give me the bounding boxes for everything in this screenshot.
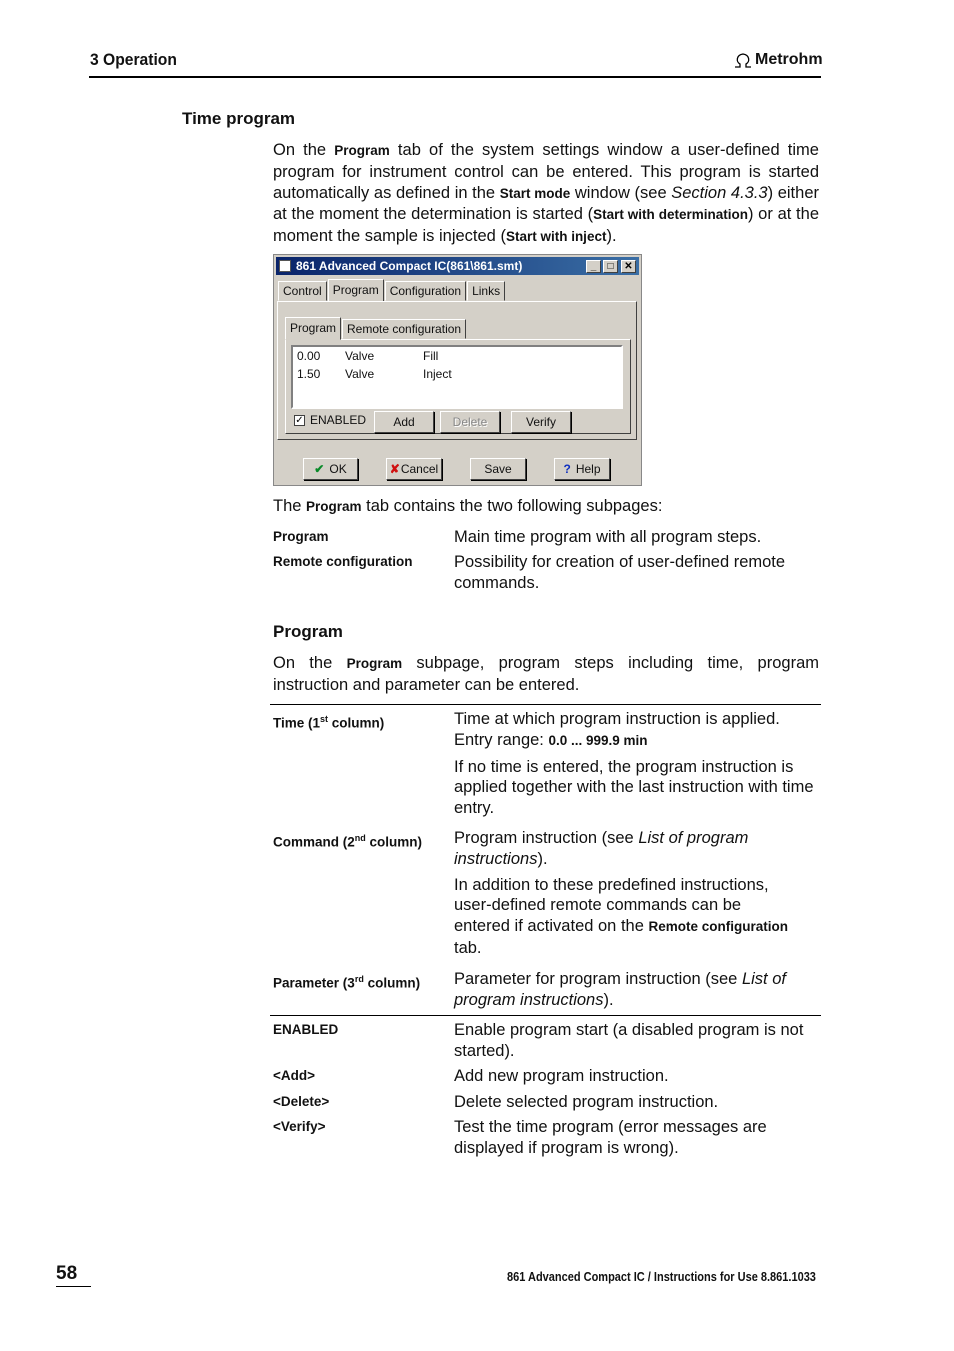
footer-text: 861 Advanced Compact IC / Instructions for Use 8.861.1033	[507, 1270, 816, 1284]
ui-term: Start with determination	[593, 207, 748, 223]
chapter-header: 3 Operation	[90, 50, 177, 69]
ui-term: Program	[346, 656, 403, 671]
column-desc	[454, 709, 821, 819]
column-desc	[454, 828, 794, 959]
sub-tabs	[285, 319, 467, 339]
checkmark-icon: ✔	[314, 462, 325, 476]
tab-control[interactable]: Control	[278, 281, 327, 301]
text-run: ).	[606, 227, 617, 246]
text-run: ) or at the moment the sample is injected (	[273, 205, 819, 246]
tab-intro	[273, 496, 662, 518]
text-run: The	[273, 497, 307, 515]
text-run: subpage, program steps including time, program instruction and parameter can be entered.	[273, 654, 819, 694]
ui-term: Program	[306, 499, 362, 514]
app-icon	[279, 260, 291, 272]
subpage-desc: Possibility for creation of user-defined remote commands.	[454, 553, 786, 592]
checkbox-checked-icon[interactable]: ✓	[295, 414, 304, 426]
brand-name: Metrohm	[755, 51, 823, 68]
desc-para	[454, 757, 821, 819]
program-title: Program	[273, 622, 343, 641]
text-run: window (see	[570, 183, 672, 202]
page-number: 58	[56, 1263, 78, 1284]
cancel-button[interactable]	[386, 458, 442, 480]
column-key: Command (2nd column)	[273, 833, 423, 850]
tab-program[interactable]: Program	[328, 279, 384, 302]
subpage-desc: Main time program with all program steps.	[454, 528, 762, 546]
text-run: If no time is entered, the program instruction is applied together with the last instruction with time entry.	[454, 757, 814, 818]
subpage-key: Remote configuration	[273, 554, 413, 569]
ui-term: Program	[334, 143, 390, 158]
text-run: tab contains the two following subpages:	[361, 497, 663, 515]
save-button[interactable]: Save	[470, 458, 526, 480]
subtab-program[interactable]: Program	[285, 317, 341, 340]
ok-button[interactable]	[303, 458, 358, 480]
control-key: <Delete>	[273, 1094, 330, 1109]
control-key: ENABLED	[273, 1022, 339, 1037]
control-desc: Delete selected program instruction.	[454, 1093, 719, 1111]
cross-reference: List of program instructions	[454, 829, 749, 868]
cancel-label: Cancel	[400, 462, 439, 476]
close-button[interactable]: ✕	[621, 260, 636, 273]
desc-para	[454, 828, 794, 870]
table-rule	[270, 1015, 821, 1016]
settings-dialog	[273, 254, 642, 486]
control-desc: Add new program instruction.	[454, 1067, 669, 1085]
ui-term: Remote configuration	[648, 919, 788, 935]
enabled-checkbox[interactable]	[294, 413, 366, 427]
dialog-titlebar	[276, 257, 639, 275]
control-key: <Add>	[273, 1068, 316, 1083]
text-run: On the	[273, 654, 347, 672]
page-number-rule	[56, 1286, 91, 1287]
step-parameter: Fill	[423, 349, 439, 363]
control-desc: Test the time program (error messages are displayed if program is wrong).	[454, 1118, 767, 1157]
minimize-button[interactable]: _	[586, 260, 601, 273]
column-key: Time (1st column)	[273, 714, 385, 731]
enabled-label: ENABLED	[310, 413, 367, 427]
desc-para	[454, 875, 794, 959]
help-button[interactable]	[554, 458, 610, 480]
header-divider	[89, 76, 821, 78]
subtab-remote-configuration[interactable]: Remote configuration	[342, 319, 466, 339]
text-run: tab of the system settings window a user-defined time program for instrument control can be entered. This program is started automatically as defined in the	[273, 141, 819, 202]
cross-reference: Section 4.3.3	[671, 183, 768, 202]
text-run: ).	[603, 990, 614, 1009]
brand-logo	[733, 51, 823, 69]
text-run: Time at which program instruction is applied. Entry range:	[454, 710, 780, 749]
table-rule	[270, 704, 821, 705]
cross-reference: List of program instructions	[454, 970, 786, 1009]
red-x-icon: ✘	[389, 462, 400, 476]
help-label: Help	[575, 462, 601, 476]
step-time: 1.50	[297, 367, 321, 381]
maximize-button[interactable]: □	[603, 260, 618, 273]
ui-term: Start with inject	[505, 229, 607, 245]
text-run: Parameter for program instruction (see	[454, 970, 742, 988]
section-intro	[273, 140, 819, 248]
control-desc: Enable program start (a disabled program is not started).	[454, 1021, 804, 1060]
omega-logo-icon	[733, 52, 753, 68]
desc-para	[454, 709, 821, 752]
step-command: Valve	[345, 349, 375, 363]
step-parameter: Inject	[423, 367, 452, 381]
ui-term: 0.0 ... 999.9 min	[548, 732, 648, 748]
tab-links[interactable]: Links	[467, 281, 505, 301]
subpage-key: Program	[273, 529, 329, 544]
step-time: 0.00	[297, 349, 321, 363]
text-run: In addition to these predefined instructions, user-defined remote commands can be entered if activated on the	[454, 875, 769, 936]
column-desc	[454, 969, 821, 1011]
text-run: ) either at the moment the determination is started (	[273, 183, 819, 224]
program-steps-list[interactable]	[291, 345, 623, 409]
desc-para	[454, 969, 821, 1011]
step-command: Valve	[345, 367, 375, 381]
text-run: ).	[537, 849, 548, 868]
control-key: <Verify>	[273, 1119, 326, 1134]
ok-label: OK	[329, 462, 347, 476]
dialog-title: 861 Advanced Compact IC(861\861.smt)	[296, 259, 523, 273]
text-run: Program instruction (see	[454, 829, 639, 847]
delete-button[interactable]: Delete	[440, 411, 500, 433]
text-run: On the	[273, 141, 335, 159]
program-intro	[273, 653, 819, 696]
question-mark-icon: ?	[563, 462, 571, 476]
tab-configuration[interactable]: Configuration	[385, 281, 466, 301]
ui-term: Start mode	[499, 185, 571, 201]
section-title: Time program	[182, 109, 296, 128]
column-key: Parameter (3rd column)	[273, 974, 421, 991]
verify-button[interactable]: Verify	[511, 411, 571, 433]
main-tabs	[278, 281, 506, 301]
add-button[interactable]: Add	[374, 411, 434, 433]
text-run: tab.	[454, 938, 482, 957]
